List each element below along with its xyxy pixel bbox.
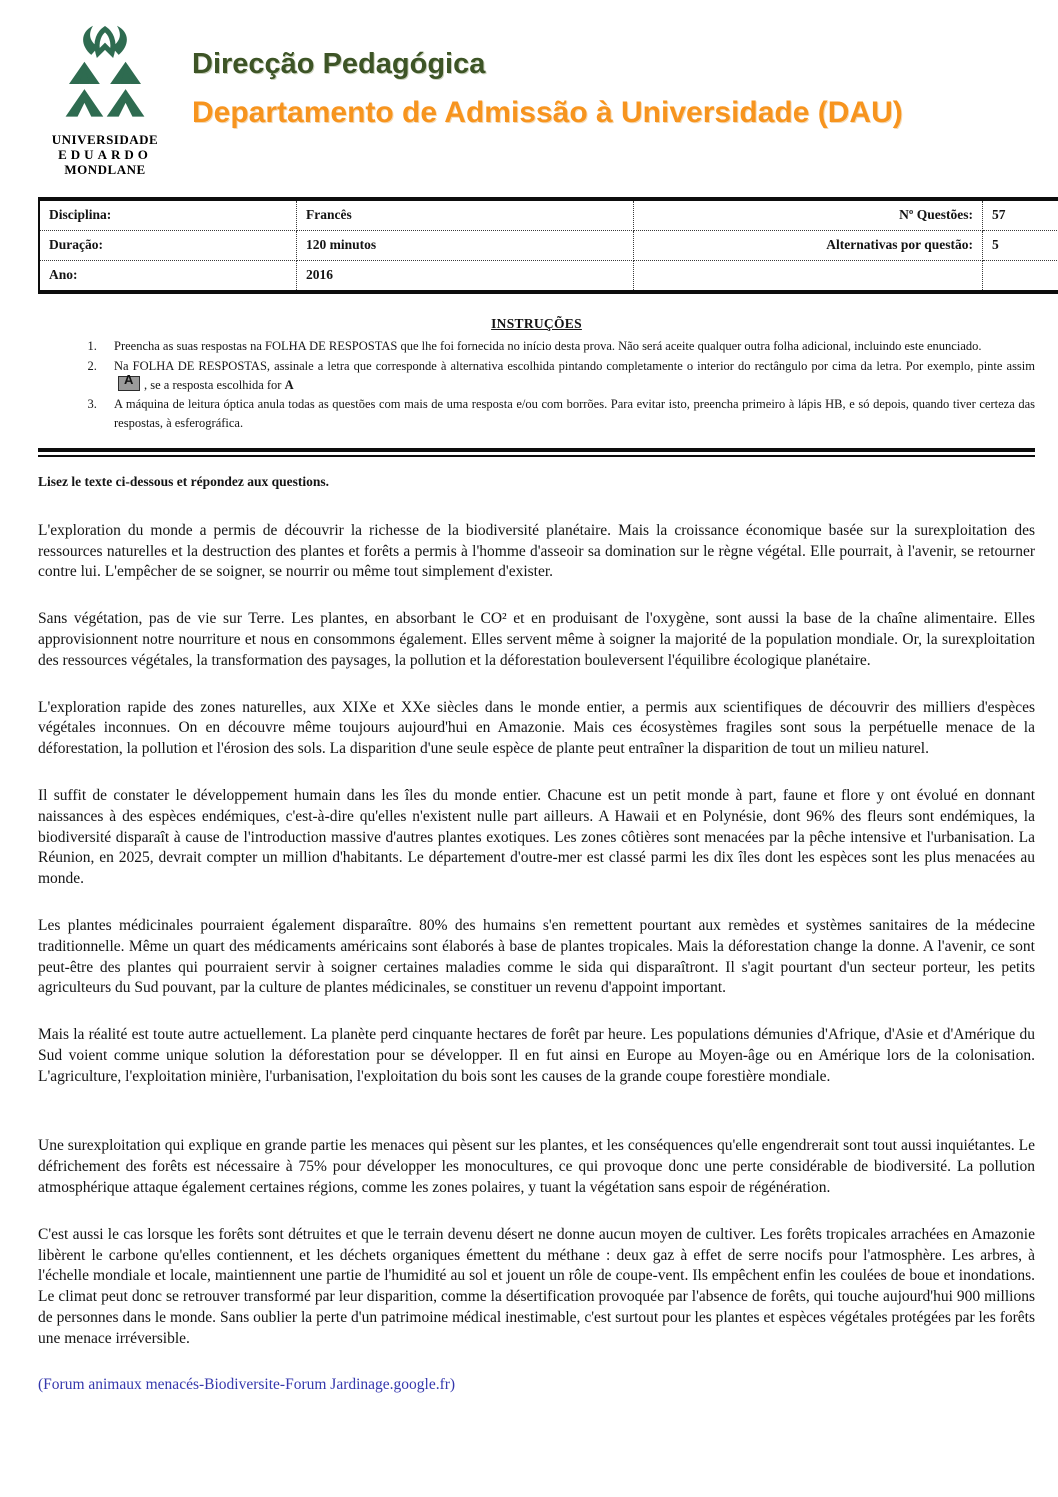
uem-emblem-icon bbox=[53, 24, 157, 132]
org-name-line1: UNIVERSIDADE bbox=[51, 132, 159, 147]
instruction-item-3 bbox=[100, 395, 1035, 433]
alternativas-label: Alternativas por questão: bbox=[634, 231, 983, 261]
duracao-value: 120 minutos bbox=[297, 231, 634, 261]
passage-paragraph-5: Les plantes médicinales pourraient également disparaître. 80% des humains s'en remettent pourtant aux remèdes et systèmes sanitaires de la médecine traditionnelle. Même un quart des médicaments américains sont élaborés à base de plantes tropicales. Mais la déforestation change la donne. A l'avenir, ce sont peut-être des plantes qui pourraient servir à soigner certaines maladies comme le sida qui disparaîtront. Il s'agit pourtant d'un secteur porteur, les petits agriculteurs du Sud pouvant, par la culture de plantes médicinales, se constituer un revenu d'appoint important. bbox=[38, 916, 1035, 997]
instruction-2-text-post: , se a resposta escolhida for bbox=[144, 377, 285, 392]
empty-cell bbox=[983, 261, 1058, 293]
table-row bbox=[39, 231, 1058, 261]
table-row bbox=[39, 199, 1058, 231]
header-titles bbox=[192, 24, 903, 130]
empty-cell bbox=[634, 261, 983, 293]
instructions-list bbox=[38, 337, 1035, 433]
duracao-label: Duração: bbox=[39, 231, 297, 261]
reading-passage bbox=[38, 521, 1035, 1394]
disciplina-label: Disciplina: bbox=[39, 199, 297, 231]
direccao-pedagogica-title: Direcção Pedagógica bbox=[192, 48, 486, 80]
passage-paragraph-1: L'exploration du monde a permis de découvrir la richesse de la biodiversité planétaire. Mais la croissance économique basée sur la surexploitation des ressources naturelles et la destruction des plantes et forêts a permis à l'homme d'asseoir sa domination sur le règne végétal. Elle pourrait, à l'avenir, se retourner contre lui. L'empêcher de se soigner, se nourrir ou même tout simplement d'exister. bbox=[38, 521, 1035, 581]
filled-answer-box-icon bbox=[118, 371, 140, 391]
ano-label: Ano: bbox=[39, 261, 297, 293]
passage-paragraph-2: Sans végétation, pas de vie sur Terre. Les plantes, en absorbant le CO² et en produisant de l'oxygène, sont aussi la base de la chaîne alimentaire. Elles approvisionnent notre nourriture et nous en consommons également. Elles servent même à soigner la majorité de la population mondiale. Or, la surexploitation des ressources végétales, la transformation des paysages, la pollution et la déforestation bouleversent l'équilibre écologique planétaire. bbox=[38, 610, 1035, 669]
document-header bbox=[46, 24, 1035, 177]
answer-letter: A bbox=[124, 371, 134, 387]
table-row bbox=[39, 261, 1058, 293]
source-citation-link[interactable]: (Forum animaux menacés-Biodiversite-Forum Jardinage.google.fr) bbox=[38, 1375, 456, 1393]
instruction-3-text: A máquina de leitura óptica anula todas as questões com mais de uma resposta e/ou com borrões. Para evitar isto, preencha primeiro à lápis HB, e só depois, quando tiver certeza das respostas, à esferográfica. bbox=[114, 397, 1035, 430]
num-questoes-value: 57 bbox=[983, 199, 1058, 231]
org-name-line3: MONDLANE bbox=[64, 162, 146, 177]
passage-paragraph-3: L'exploration rapide des zones naturelles, aux XIXe et XXe siècles dans le monde entier, a permis aux scientifiques de découvrir des milliers d'espèces végétales inconnues. On en découvre même toujours aujourd'hui en Amazonie. Mais ces écosystèmes fragiles sont sous la perpétuelle menace de la déforestation, la pollution et l'érosion des sols. La disparition d'une seule espèce de plante peut entraîner la disparition de tout un milieu naturel. bbox=[38, 698, 1035, 758]
departamento-dau-title: Departamento de Admissão à Universidade (DAU) bbox=[192, 96, 903, 129]
passage-paragraph-7: Une surexploitation qui explique en grande partie les menaces qui pèsent sur les plantes, et les conséquences qu'elle engendrerait sont tout aussi inquiétantes. Le défrichement des forêts est nécessaire à 75% pour développer les monocultures, ce qui provoque donc une perte considérable de biodiversité. La pollution atmosphérique attaque également certaines régions, comme les zones polaires, y tuant la végétation sans espoir de régénération. bbox=[38, 1137, 1035, 1197]
instructions-heading: INSTRUÇÕES bbox=[491, 316, 582, 331]
uem-logo-block bbox=[46, 24, 164, 177]
instruction-2-bold-letter: A bbox=[284, 377, 294, 392]
passage-paragraph-4: Il suffit de constater le développement humain dans les îles du monde entier. Chacune est un petit monde à part, faune et flore y ont évolué en donnant naissances à des espèces endémiques, c'est-à-dire qu'elles n'existent nulle part ailleurs. A Hawaii et en Polynésie, dont 96% des fleurs sont endémiques, la biodiversité disparaît à cause de l'introduction massive d'autres plantes exotiques. Les zones côtières sont menacées par la pêche intensive et l'urbanisation. La Réunion, en 2025, devrait compter un million d'habitants. Le département d'outre-mer est classé parmi les dix îles dont les espèces sont les plus menacées au monde. bbox=[38, 786, 1035, 888]
section-divider bbox=[38, 448, 1035, 457]
reading-instruction-line: Lisez le texte ci-dessous et répondez aux questions. bbox=[38, 473, 329, 489]
org-name-line2: EDUARDO bbox=[58, 147, 152, 162]
instruction-item-2 bbox=[100, 357, 1035, 395]
instruction-1-text: Preencha as suas respostas na FOLHA DE RESPOSTAS que lhe foi fornecida no início desta prova. Não será aceite qualquer outra folha adicional, incluindo este enunciado. bbox=[114, 339, 982, 353]
disciplina-value: Francês bbox=[297, 199, 634, 231]
instruction-2-text-pre: Na FOLHA DE RESPOSTAS, assinale a letra que corresponde à alternativa escolhida pintando completamente o interior do rectângulo por cima da letra. Por exemplo, pinte assim bbox=[114, 358, 1035, 373]
num-questoes-label: Nº Questões: bbox=[634, 199, 983, 231]
passage-paragraph-8: C'est aussi le cas lorsque les forêts sont détruites et que le terrain devenu désert ne donne aucun moyen de cultiver. Les forêts tropicales arrachées en Amazonie libèrent le carbone qu'elles contiennent, et les déchets organiques émettent du méthane : deux gaz à effet de serre nocifs pour l'atmosphère. Les arbres, à l'échelle mondiale et locale, maintiennent une partie de l'humidité au sol et jouent un rôle de coupe-vent. Ils empêchent enfin les coulées de boue et inondations. Le climat peut donc se retrouver transformé par leur disparition, comme la désertification provoquée par l'absence de forêts, qui touche aujourd'hui 900 millions de personnes dans le monde. Sans oublier la perte d'un patrimoine médical inestimable, c'est surtout pour les plantes et espèces végétales protégées par les forêts une menace irréversible. bbox=[38, 1225, 1035, 1347]
passage-paragraph-6: Mais la réalité est toute autre actuellement. La planète perd cinquante hectares de forêt par heure. Les populations démunies d'Afrique, d'Asie et d'Amérique du Sud voient comme unique solution la déforestation pour se développer. Il en fut ainsi en Europe au Moyen-âge ou en Amérique lors de la colonisation. L'agriculture, l'exploitation minière, l'urbanisation, l'exploitation du bois sont les causes de la grande coupe forestière mondiale. bbox=[38, 1026, 1035, 1085]
exam-info-table bbox=[38, 197, 1058, 294]
instruction-item-1 bbox=[100, 337, 1035, 356]
alternativas-value: 5 bbox=[983, 231, 1058, 261]
ano-value: 2016 bbox=[297, 261, 634, 293]
